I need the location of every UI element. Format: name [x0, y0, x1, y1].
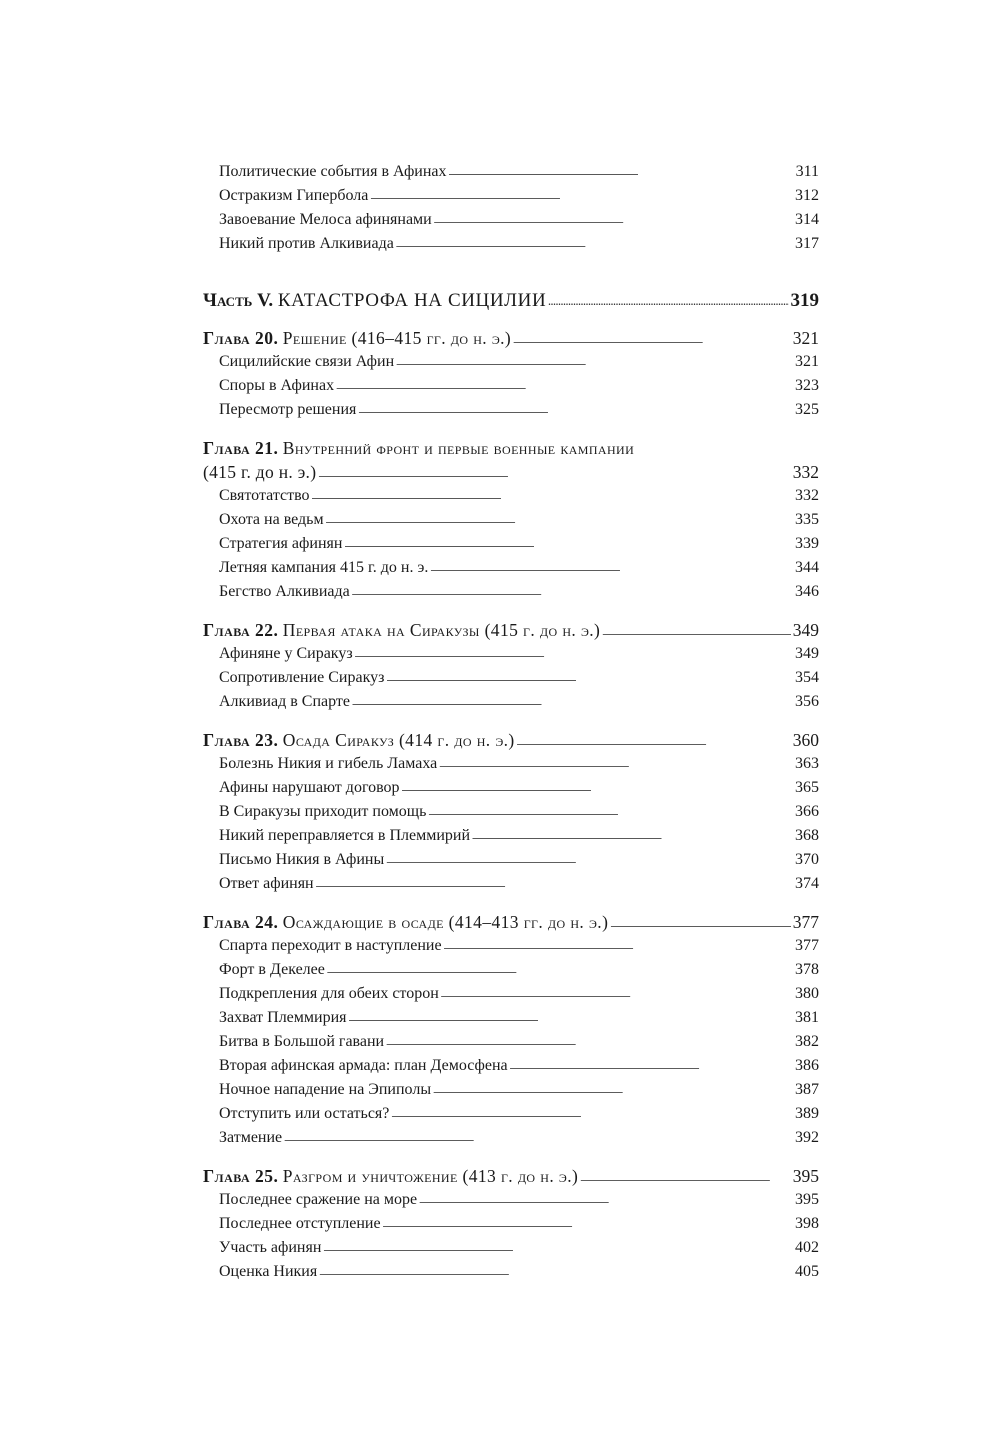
- dot-leader: [444, 933, 793, 959]
- dot-leader: [433, 1077, 793, 1103]
- entry-title: Участь афинян: [219, 1239, 322, 1256]
- entry-title: Последнее отступление: [219, 1215, 381, 1232]
- entry-page: 377: [795, 937, 819, 954]
- entry-title: Битва в Большой гавани: [219, 1033, 385, 1050]
- toc-entry: [203, 374, 819, 398]
- part-page: 319: [790, 290, 819, 311]
- toc-entry: [203, 982, 819, 1006]
- chapter-title: Разгром и уничтожение (413 г. до н. э.): [282, 1166, 579, 1186]
- toc-entry: [203, 484, 819, 508]
- entry-page: 363: [795, 755, 819, 772]
- chapter-block: [203, 436, 819, 604]
- entry-page: 339: [795, 535, 819, 552]
- chapter-title-continued: (415 г. до н. э.): [203, 462, 317, 482]
- dot-leader: [386, 847, 793, 873]
- dot-leader: [352, 689, 793, 715]
- entry-page: 381: [795, 1009, 819, 1026]
- dot-leader: [449, 159, 794, 185]
- dot-leader: [358, 397, 793, 423]
- entry-title: Ночное нападение на Эпиполы: [219, 1081, 432, 1098]
- entry-page: 382: [795, 1033, 819, 1050]
- toc-entry: [203, 776, 819, 800]
- chapter-page: 360: [792, 730, 819, 750]
- chapter-heading-continued: [203, 460, 819, 484]
- entry-title: Оценка Никия: [219, 1263, 318, 1280]
- entry-page: 366: [795, 803, 819, 820]
- entry-page: 402: [795, 1239, 819, 1256]
- entry-title: Болезнь Никия и гибель Ламаха: [219, 755, 438, 772]
- toc-entry: [203, 848, 819, 872]
- toc-entry: [203, 800, 819, 824]
- entry-title: Письмо Никия в Афины: [219, 851, 385, 868]
- entry-page: 346: [795, 583, 819, 600]
- chapter-block: [203, 326, 819, 422]
- toc-entry: [203, 1188, 819, 1212]
- entry-title: Стратегия афинян: [219, 535, 343, 552]
- toc-entry: [203, 690, 819, 714]
- entry-title: Спарта переходит в наступление: [219, 937, 442, 954]
- toc-entry: [203, 1054, 819, 1078]
- chapter-block: [203, 618, 819, 714]
- dot-leader: [312, 483, 793, 509]
- entry-page: 395: [795, 1191, 819, 1208]
- dot-leader: [548, 285, 788, 317]
- entry-title: Никий против Алкивиада: [219, 235, 394, 252]
- entry-title: Затмение: [219, 1129, 283, 1146]
- dot-leader: [383, 1211, 793, 1237]
- toc-entry: [203, 1030, 819, 1054]
- entry-title: Остракизм Гипербола: [219, 187, 369, 204]
- entry-title: Последнее сражение на море: [219, 1191, 418, 1208]
- dot-leader: [352, 579, 793, 605]
- part-title: КАТАСТРОФА НА СИЦИЛИИ: [277, 290, 547, 311]
- dot-leader: [336, 373, 793, 399]
- chapter-title: Внутренний фронт и первые военные кампании: [282, 438, 635, 458]
- chapter-label: Глава 22.: [203, 620, 279, 640]
- chapter-heading: [203, 618, 819, 642]
- dot-leader: [391, 1101, 793, 1127]
- dot-leader: [386, 1029, 793, 1055]
- toc-entry: [203, 532, 819, 556]
- toc-entry: [203, 208, 819, 232]
- toc-entry: [203, 232, 819, 256]
- dot-leader: [428, 799, 793, 825]
- entry-title: Захват Племмирия: [219, 1009, 347, 1026]
- chapter-block: [203, 1164, 819, 1284]
- entry-page: 312: [795, 187, 819, 204]
- dot-leader: [284, 1125, 793, 1151]
- toc-entry: [203, 934, 819, 958]
- chapter-label: Глава 23.: [203, 730, 279, 750]
- toc-entry: [203, 184, 819, 208]
- dot-leader: [386, 665, 793, 691]
- entry-title: Летняя кампания 415 г. до н. э.: [219, 559, 429, 576]
- part-label: Часть V.: [203, 290, 274, 311]
- entry-title: Сопротивление Сиракуз: [219, 669, 385, 686]
- chapter-title: Осада Сиракуз (414 г. до н. э.): [282, 730, 515, 750]
- entry-page: 314: [795, 211, 819, 228]
- entry-title: Завоевание Мелоса афинянами: [219, 211, 432, 228]
- entry-page: 386: [795, 1057, 819, 1074]
- entry-title: Святотатство: [219, 487, 310, 504]
- chapter-label: Глава 25.: [203, 1166, 279, 1186]
- entry-title: Алкивиад в Спарте: [219, 693, 351, 710]
- entry-title: Политические события в Афинах: [219, 163, 447, 180]
- entry-page: 392: [795, 1129, 819, 1146]
- entry-title: Бегство Алкивиада: [219, 583, 350, 600]
- entry-page: 387: [795, 1081, 819, 1098]
- toc-entry: [203, 580, 819, 604]
- entry-title: В Сиракузы приходит помощь: [219, 803, 427, 820]
- dot-leader: [370, 183, 793, 209]
- entry-title: Ответ афинян: [219, 875, 314, 892]
- toc-entry: [203, 752, 819, 776]
- toc-entry: [203, 642, 819, 666]
- entry-page: 344: [795, 559, 819, 576]
- chapter-page: 332: [792, 462, 819, 482]
- dot-leader: [344, 531, 793, 557]
- dot-leader: [319, 1259, 793, 1285]
- entry-page: 398: [795, 1215, 819, 1232]
- dot-leader: [326, 507, 793, 533]
- entry-page: 332: [795, 487, 819, 504]
- chapter-heading: [203, 326, 819, 350]
- toc-entry: [203, 350, 819, 374]
- entry-page: 405: [795, 1263, 819, 1280]
- entry-title: Споры в Афинах: [219, 377, 335, 394]
- dot-leader: [355, 641, 793, 667]
- entry-page: 365: [795, 779, 819, 796]
- chapter-heading: [203, 436, 819, 460]
- toc-entry: [203, 666, 819, 690]
- entry-page: 356: [795, 693, 819, 710]
- chapter-page: 377: [792, 912, 819, 932]
- entry-title: Никий переправляется в Племмирий: [219, 827, 471, 844]
- toc-entry: [203, 556, 819, 580]
- toc-entry: [203, 1102, 819, 1126]
- chapter-block: [203, 728, 819, 896]
- dot-leader: [472, 823, 793, 849]
- toc-entry: [203, 872, 819, 896]
- entry-title: Вторая афинская армада: план Демосфена: [219, 1057, 508, 1074]
- dot-leader: [323, 1235, 793, 1261]
- entry-title: Подкрепления для обеих сторон: [219, 985, 439, 1002]
- entry-page: 389: [795, 1105, 819, 1122]
- chapter-label: Глава 24.: [203, 912, 279, 932]
- toc-entry: [203, 398, 819, 422]
- entry-page: 317: [795, 235, 819, 252]
- toc-entry: [203, 1212, 819, 1236]
- entry-page: 349: [795, 645, 819, 662]
- dot-leader: [396, 349, 793, 375]
- entry-page: 380: [795, 985, 819, 1002]
- chapter-title: Осаждающие в осаде (414–413 гг. до н. э.): [282, 912, 609, 932]
- toc-entry: [203, 160, 819, 184]
- toc-entry: [203, 1006, 819, 1030]
- entry-page: 368: [795, 827, 819, 844]
- dot-leader: [349, 1005, 793, 1031]
- dot-leader: [430, 555, 793, 581]
- dot-leader: [402, 775, 793, 801]
- chapter-page: 395: [792, 1166, 819, 1186]
- chapter-title: Первая атака на Сиракузы (415 г. до н. э.): [282, 620, 601, 640]
- entry-title: Афины нарушают договор: [219, 779, 400, 796]
- entry-title: Сицилийские связи Афин: [219, 353, 395, 370]
- toc-entry: [203, 824, 819, 848]
- entry-page: 325: [795, 401, 819, 418]
- entry-page: 370: [795, 851, 819, 868]
- dot-leader: [439, 751, 793, 777]
- entry-page: 335: [795, 511, 819, 528]
- entry-title: Пересмотр решения: [219, 401, 357, 418]
- chapter-heading: [203, 728, 819, 752]
- dot-leader: [419, 1187, 793, 1213]
- chapter-heading: [203, 1164, 819, 1188]
- entry-title: Охота на ведьм: [219, 511, 324, 528]
- toc-entry: [203, 1260, 819, 1284]
- dot-leader: [434, 207, 793, 233]
- toc-entry: [203, 1236, 819, 1260]
- entry-title: Форт в Декелее: [219, 961, 325, 978]
- toc-entry: [203, 1078, 819, 1102]
- chapter-heading: [203, 910, 819, 934]
- chapter-page: 321: [792, 328, 819, 348]
- entry-page: 374: [795, 875, 819, 892]
- dot-leader: [510, 1053, 793, 1079]
- chapter-label: Глава 20.: [203, 328, 279, 348]
- chapter-title: Решение (416–415 гг. до н. э.): [282, 328, 512, 348]
- dot-leader: [316, 871, 793, 897]
- table-of-contents: [203, 160, 819, 1284]
- entry-title: Отступить или остаться?: [219, 1105, 390, 1122]
- pre-items: [203, 160, 819, 256]
- part-heading: [203, 286, 819, 316]
- dot-leader: [396, 231, 793, 257]
- chapter-block: [203, 910, 819, 1150]
- entry-page: 323: [795, 377, 819, 394]
- dot-leader: [441, 981, 793, 1007]
- entry-page: 311: [795, 163, 819, 180]
- entry-page: 354: [795, 669, 819, 686]
- toc-entry: [203, 1126, 819, 1150]
- entry-page: 378: [795, 961, 819, 978]
- entry-page: 321: [795, 353, 819, 370]
- dot-leader: [327, 957, 793, 983]
- entry-title: Афиняне у Сиракуз: [219, 645, 353, 662]
- toc-entry: [203, 958, 819, 982]
- chapter-page: 349: [792, 620, 819, 640]
- chapter-label: Глава 21.: [203, 438, 279, 458]
- toc-entry: [203, 508, 819, 532]
